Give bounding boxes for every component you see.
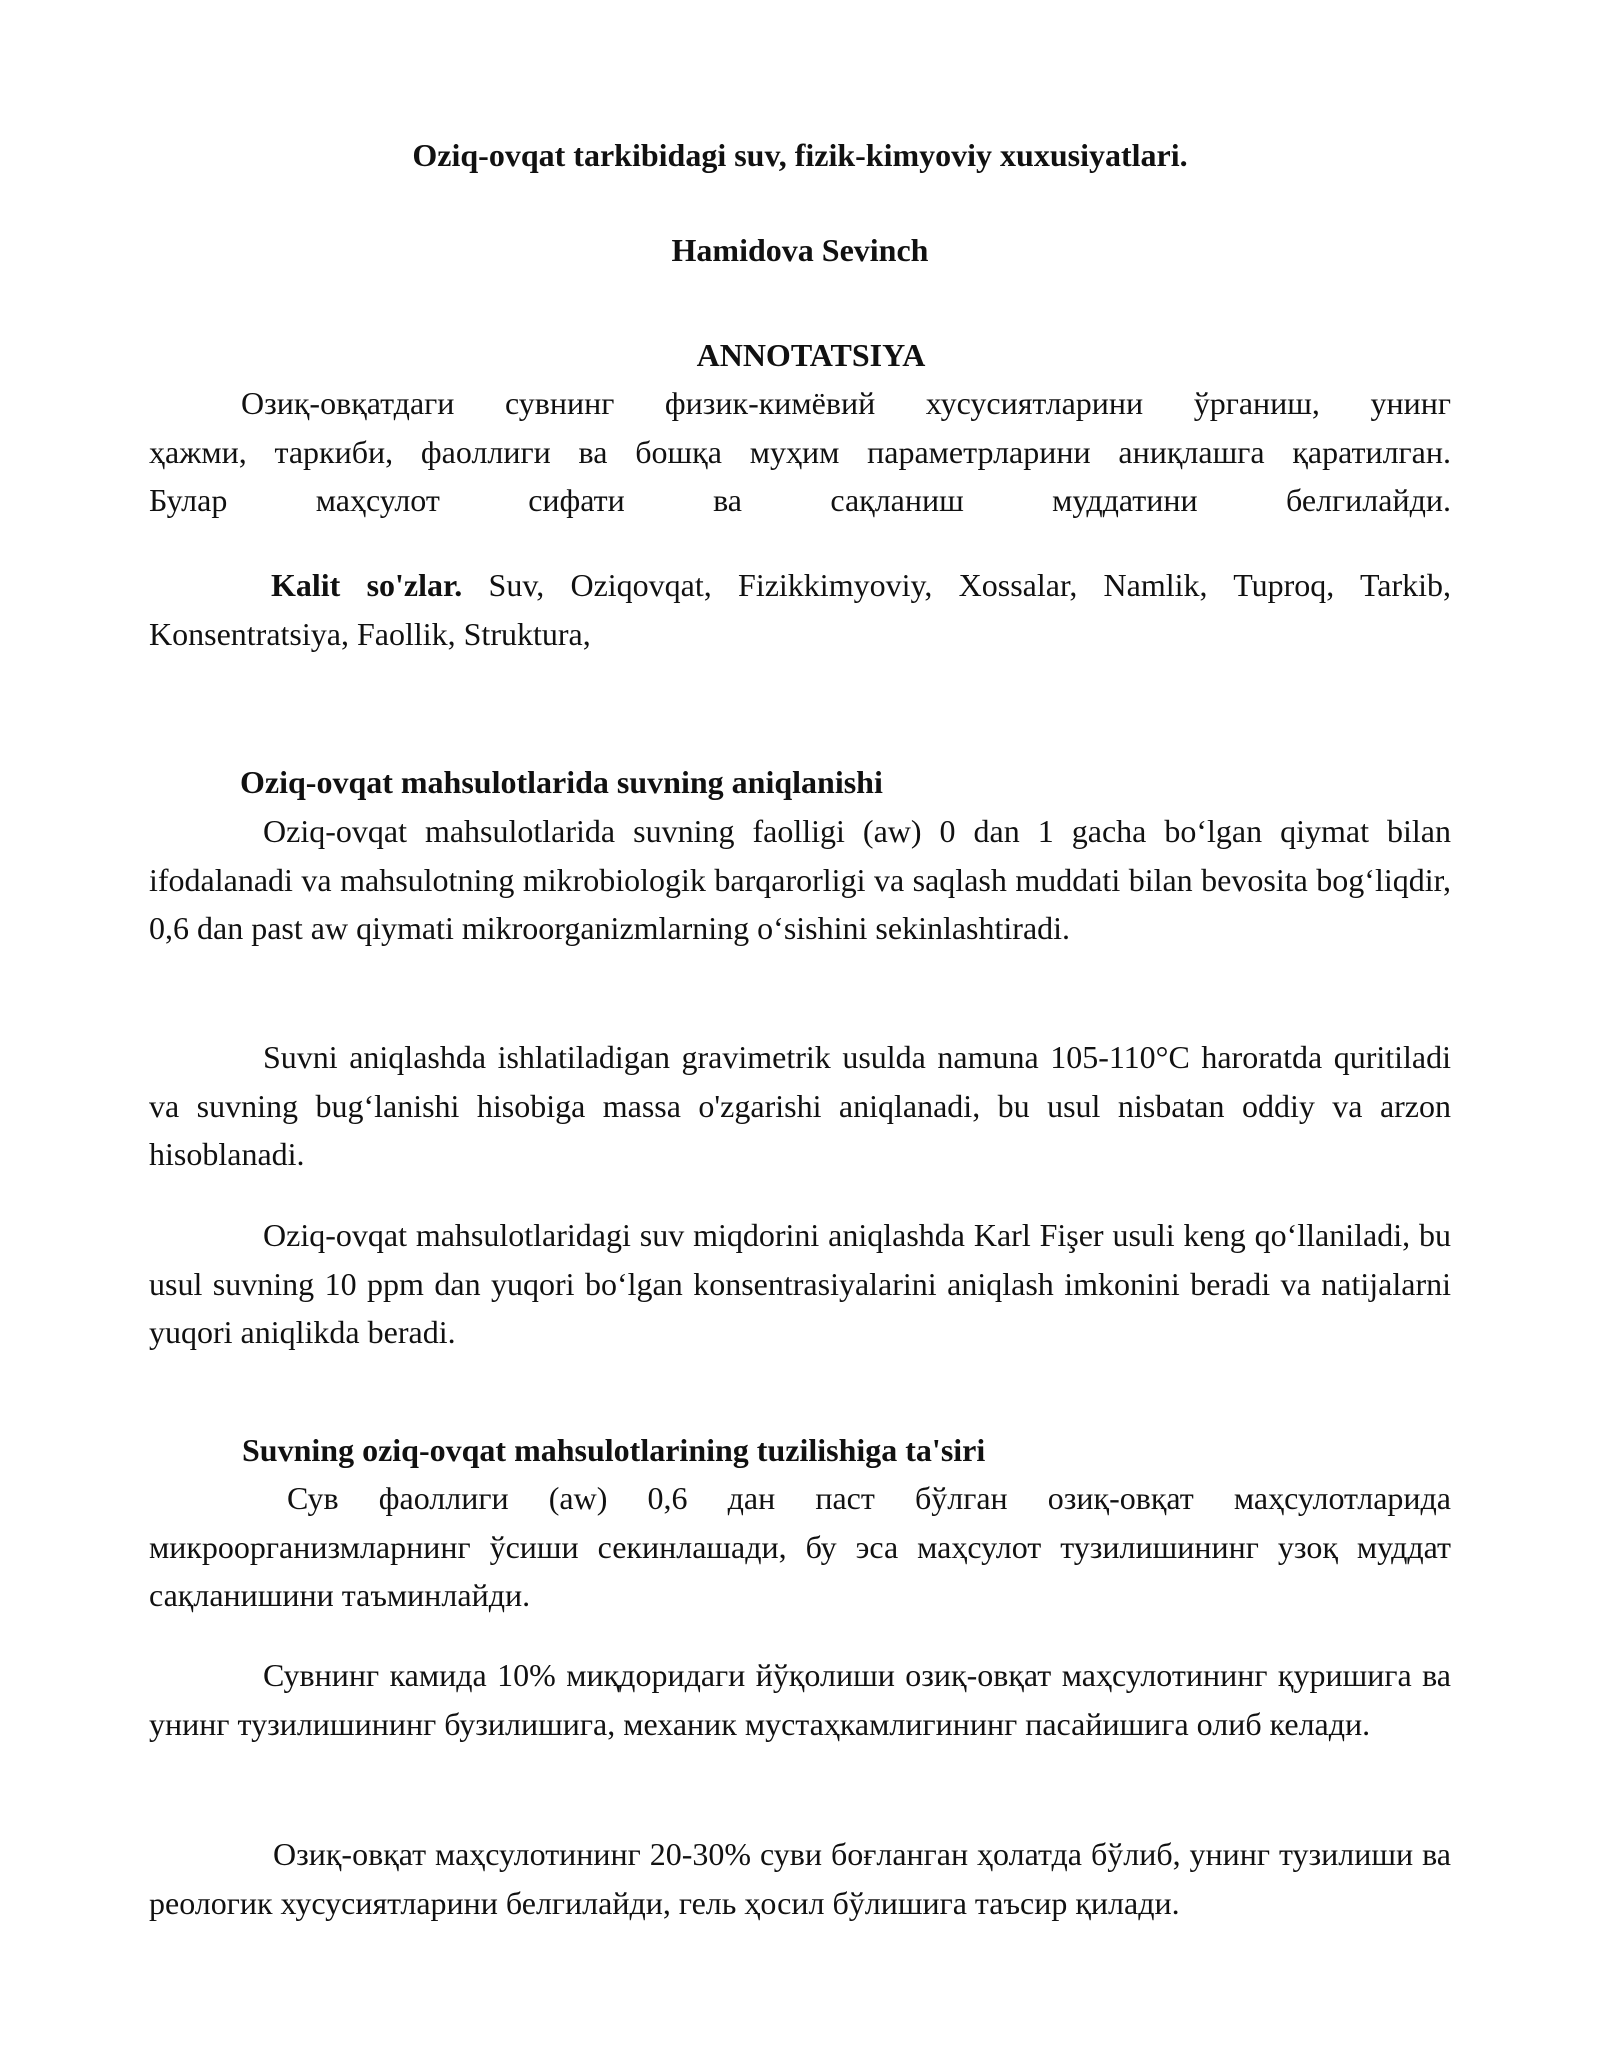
keywords-paragraph: [149, 561, 1451, 658]
document-title: Oziq-ovqat tarkibidagi suv, fizik-kimyoviy xuxusiyatlari.: [412, 137, 1188, 173]
keywords-text: Suv, Oziqovqat, Fizikkimyoviy, Xossalar, Namlik, Tuproq, Tarkib, Konsentratsiya, Faollik, Struktura,: [149, 567, 1452, 652]
section-1-heading: Oziq-ovqat mahsulotlarida suvning aniqlanishi: [240, 764, 883, 800]
section-2-paragraph-1: Сув фаоллиги (aw) 0,6 дан паст бўлган озиқ-овқат маҳсулотларида микроорганизмларнинг ўсиши секинлашади, бу эса маҳсулот тузилишининг узоқ муддат сақланишини таъминлайди.: [149, 1480, 1451, 1613]
annotation-line-3: Булар маҳсулот сифати ва сақланиш муддатини белгилайди.: [149, 482, 1451, 518]
section-2-heading: Suvning oziq-ovqat mahsulotlarining tuzilishiga ta'siri: [242, 1432, 986, 1468]
section-2-paragraph-2: Сувнинг камида 10% миқдоридаги йўқолиши озиқ-овқат маҳсулотининг қуришига ва унинг тузилишининг бузилишига, механик мустаҳкамлигининг пасайишига олиб келади.: [149, 1657, 1451, 1742]
annotation-heading: ANNOTATSIYA: [696, 337, 926, 373]
keywords-label: Kalit so'zlar.: [271, 567, 463, 603]
section-2-paragraph-3: Озиқ-овқат маҳсулотининг 20-30% суви боғланган ҳолатда бўлиб, унинг тузилиши ва реологик хусусиятларини белгилайди, гель ҳосил бўлишига таъсир қилади.: [149, 1836, 1451, 1921]
author-name: Hamidova Sevinch: [671, 232, 929, 268]
annotation-line-1: Озиқ-овқатдаги сувнинг физик-кимёвий хусусиятларини ўрганиш, унинг: [241, 385, 1451, 421]
section-1-paragraph-3: Oziq-ovqat mahsulotlaridagi suv miqdorini aniqlashda Karl Fişer usuli keng qo‘llaniladi, bu usul suvning 10 ppm dan yuqori bo‘lgan konsentrasiyalarini aniqlash imkonini beradi va natijalarni yuqori aniqlikda beradi.: [149, 1217, 1451, 1350]
annotation-paragraph: [149, 379, 1451, 525]
section-1-paragraph-2: Suvni aniqlashda ishlatiladigan gravimetrik usulda namuna 105-110°C haroratda quritiladi va suvning bug‘lanishi hisobiga massa o'zgarishi aniqlanadi, bu usul nisbatan oddiy va arzon hisoblanadi.: [149, 1039, 1451, 1172]
section-1-paragraph-1: Oziq-ovqat mahsulotlarida suvning faolligi (aw) 0 dan 1 gacha bo‘lgan qiymat bilan ifodalanadi va mahsulotning mikrobiologik barqarorligi va saqlash muddati bilan bevosita bog‘liqdir, 0,6 dan past aw qiymati mikroorganizmlarning o‘sishini sekinlashtiradi.: [149, 813, 1451, 946]
annotation-line-2: ҳажми, таркиби, фаоллиги ва бошқа муҳим параметрларини аниқлашга қаратилган.: [149, 433, 1451, 470]
